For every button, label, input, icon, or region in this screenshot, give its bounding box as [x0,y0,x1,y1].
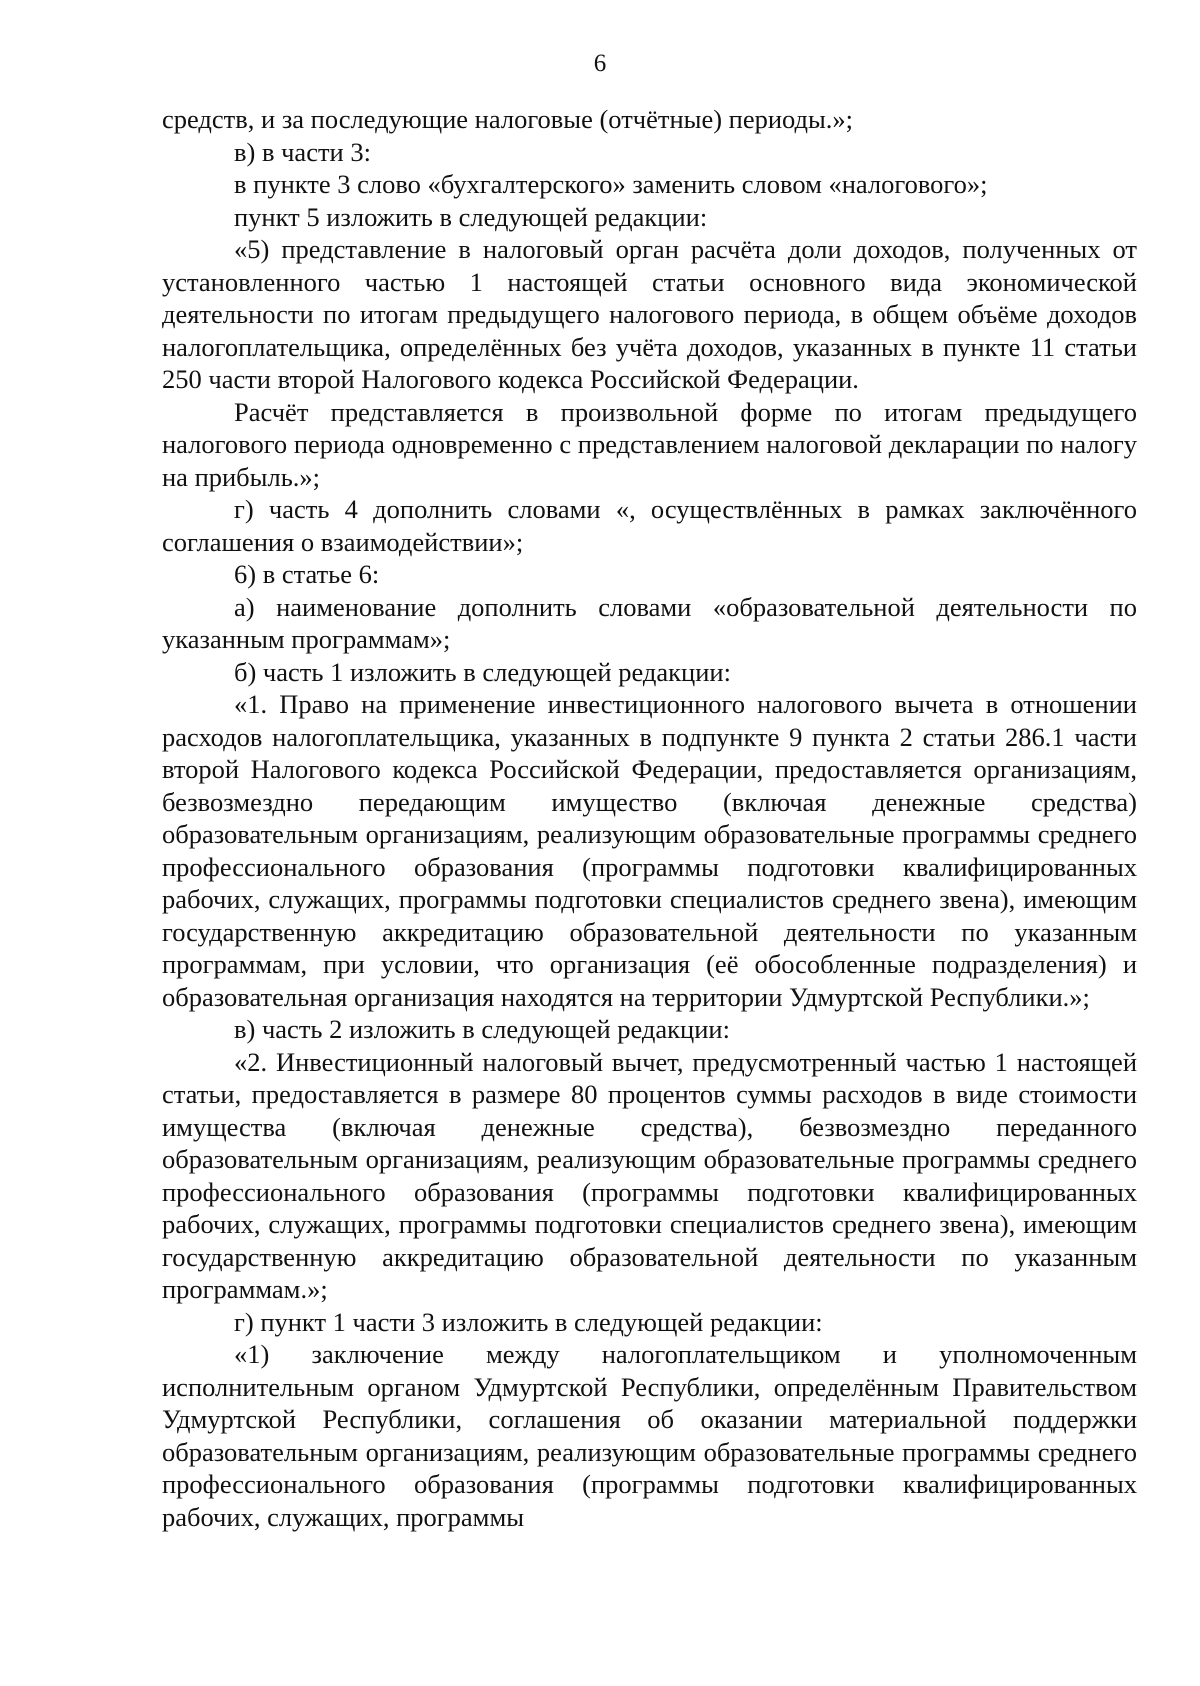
paragraph-10: б) часть 1 изложить в следующей редакции: [234,656,731,687]
paragraph-4: пункт 5 изложить в следующей редакции: [234,201,708,232]
paragraph-2: в) в части 3: [234,136,371,167]
document-body [162,103,1137,1533]
paragraph-9: а) наименование дополнить словами «образовательной деятельности по указанным программам»; [162,591,1137,654]
paragraph-8: 6) в статье 6: [234,559,380,589]
paragraph-5: «5) представление в налоговый орган расчёта доли доходов, полученных от установленного частью 1 настоящей статьи основного вида экономической деятельности по итогам предыдущего налогового периода, в общем объёме доходов налогоплательщика, определённых без учёта доходов, указанных в пункте 11 статьи 250 части второй Налогового кодекса Российской Федерации. [162,234,1137,394]
paragraph-11: «1. Право на применение инвестиционного налогового вычета в отношении расходов налогоплательщика, указанных в подпункте 9 пункта 2 статьи 286.1 части второй Налогового кодекса Российской Федерации, предоставляется организациям, безвозмездно передающим имущество (включая денежные средства) образовательным организациям, реализующим образовательные программы среднего профессионального образования (программы подготовки квалифицированных рабочих, служащих, программы подготовки специалистов среднего звена), имеющим государственную аккредитацию образовательной деятельности по указанным программам, при условии, что организация (её обособленные подразделения) и образовательная организация находятся на территории Удмуртской Республики.»; [162,689,1137,1012]
paragraph-14: г) пункт 1 части 3 изложить в следующей редакции: [234,1306,823,1337]
paragraph-1: средств, и за последующие налоговые (отчётные) периоды.»; [162,104,854,134]
paragraph-12: в) часть 2 изложить в следующей редакции: [234,1014,730,1044]
paragraph-6: Расчёт представляется в произвольной форме по итогам предыдущего налогового периода одновременно с представлением налоговой декларации по налогу на прибыль.»; [162,396,1137,492]
paragraph-7: г) часть 4 дополнить словами «, осуществлённых в рамках заключённого соглашения о взаимодействии»; [162,494,1137,557]
paragraph-13: «2. Инвестиционный налоговый вычет, предусмотренный частью 1 настоящей статьи, предоставляется в размере 80 процентов суммы расходов в виде стоимости имущества (включая денежные средства), безвозмездно переданного образовательным организациям, реализующим образовательные программы среднего профессионального образования (программы подготовки квалифицированных рабочих, служащих, программы подготовки специалистов среднего звена), имеющим государственную аккредитацию образовательной деятельности по указанным программам.»; [162,1046,1137,1304]
paragraph-3: в пункте 3 слово «бухгалтерского» заменить словом «налогового»; [234,169,988,199]
page-number: 6 [593,50,607,77]
paragraph-15: «1) заключение между налогоплательщиком и уполномоченным исполнительным органом Удмуртской Республики, определённым Правительством Удмуртской Республики, соглашения об оказании материальной поддержки образовательным организациям, реализующим образовательные программы среднего профессионального образования (программы подготовки квалифицированных рабочих, служащих, программы [162,1339,1137,1532]
